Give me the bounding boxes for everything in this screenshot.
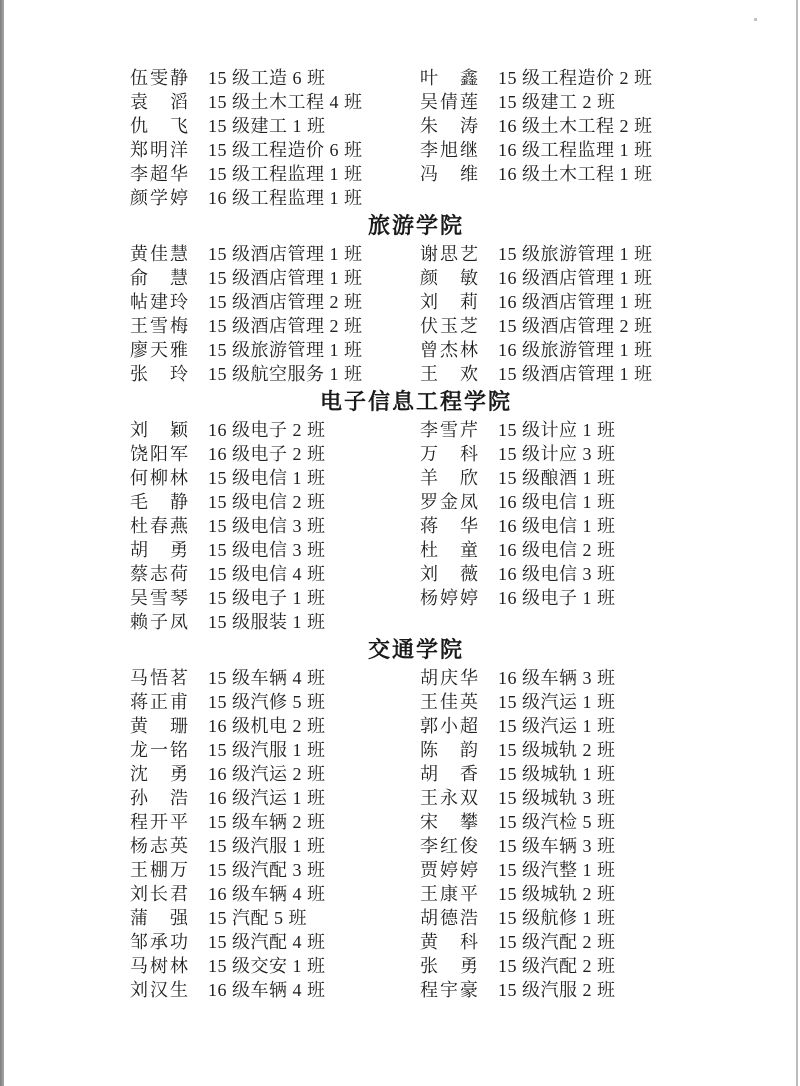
student-class: 15 级城轨 1 班	[498, 764, 616, 784]
student-class: 15 级服装 1 班	[208, 612, 326, 632]
student-class: 16 级机电 2 班	[208, 716, 326, 736]
student-row	[130, 266, 420, 290]
student-class: 15 级电子 1 班	[208, 588, 326, 608]
roster-column-left	[0, 242, 420, 386]
student-row	[420, 162, 800, 186]
student-row	[130, 538, 420, 562]
student-row	[420, 442, 800, 466]
student-name: 王康平	[420, 884, 478, 904]
student-class: 15 汽配 5 班	[208, 908, 307, 928]
roster-section	[0, 388, 800, 634]
student-class: 16 级酒店管理 1 班	[498, 268, 653, 288]
student-row	[420, 978, 800, 1002]
student-row	[420, 114, 800, 138]
student-name: 黄珊	[130, 716, 188, 736]
roster-column-left	[0, 66, 420, 210]
student-row	[130, 954, 420, 978]
roster-column-right	[420, 242, 800, 386]
student-class: 15 级航修 1 班	[498, 908, 616, 928]
student-row	[420, 834, 800, 858]
student-row	[130, 514, 420, 538]
student-class: 15 级旅游管理 1 班	[498, 244, 653, 264]
student-class: 15 级城轨 2 班	[498, 884, 616, 904]
roster-columns	[0, 418, 800, 634]
student-name: 俞慧	[130, 268, 188, 288]
student-name: 陈韵	[420, 740, 478, 760]
student-row	[130, 290, 420, 314]
student-row	[130, 186, 420, 210]
student-class: 16 级汽运 2 班	[208, 764, 326, 784]
roster-column-left	[0, 666, 420, 1002]
student-class: 15 级汽配 3 班	[208, 860, 326, 880]
student-row	[420, 90, 800, 114]
student-name: 贾婷婷	[420, 860, 478, 880]
section-header: 旅游学院	[367, 213, 464, 238]
student-row	[420, 514, 800, 538]
student-row	[130, 978, 420, 1002]
student-row	[130, 338, 420, 362]
student-row	[420, 538, 800, 562]
student-class: 15 级汽运 1 班	[498, 692, 616, 712]
student-row	[130, 242, 420, 266]
student-row	[420, 66, 800, 90]
student-name: 蒋正甫	[130, 692, 188, 712]
student-name: 曾杰林	[420, 340, 478, 360]
student-name: 黄佳慧	[130, 244, 188, 264]
student-name: 胡德浩	[420, 908, 478, 928]
student-name: 蔡志荷	[130, 564, 188, 584]
scan-speck	[754, 18, 757, 21]
student-row	[130, 610, 420, 634]
roster-section	[0, 212, 800, 386]
student-class: 15 级车辆 3 班	[498, 836, 616, 856]
student-row	[130, 362, 420, 386]
student-class: 15 级工程造价 2 班	[498, 68, 653, 88]
student-name: 孙浩	[130, 788, 188, 808]
student-row	[420, 562, 800, 586]
student-class: 15 级车辆 4 班	[208, 668, 326, 688]
student-class: 16 级车辆 4 班	[208, 884, 326, 904]
student-name: 胡香	[420, 764, 478, 784]
student-class: 15 级电信 4 班	[208, 564, 326, 584]
student-class: 16 级电子 2 班	[208, 420, 326, 440]
student-row	[420, 266, 800, 290]
student-row	[130, 490, 420, 514]
student-class: 15 级汽配 2 班	[498, 932, 616, 952]
student-row	[420, 690, 800, 714]
student-name: 毛静	[130, 492, 188, 512]
roster-column-left	[0, 418, 420, 634]
student-row	[420, 954, 800, 978]
student-name: 郑明洋	[130, 140, 188, 160]
student-class: 15 级汽运 1 班	[498, 716, 616, 736]
roster-content	[0, 66, 800, 1002]
student-class: 15 级酒店管理 2 班	[208, 316, 363, 336]
student-name: 杜童	[420, 540, 478, 560]
student-name: 袁滔	[130, 92, 188, 112]
student-class: 15 级汽配 4 班	[208, 932, 326, 952]
student-class: 16 级汽运 1 班	[208, 788, 326, 808]
roster-column-right	[420, 418, 800, 634]
student-class: 16 级旅游管理 1 班	[498, 340, 653, 360]
student-row	[420, 338, 800, 362]
student-class: 15 级电信 2 班	[208, 492, 326, 512]
student-row	[130, 314, 420, 338]
student-name: 帖建玲	[130, 292, 188, 312]
student-class: 16 级电信 1 班	[498, 516, 616, 536]
section-header: 交通学院	[367, 637, 464, 662]
student-class: 16 级土木工程 1 班	[498, 164, 653, 184]
student-name: 程开平	[130, 812, 188, 832]
student-class: 15 级建工 1 班	[208, 116, 326, 136]
student-name: 张勇	[420, 956, 478, 976]
student-name: 万科	[420, 444, 478, 464]
student-class: 15 级交安 1 班	[208, 956, 326, 976]
student-name: 吴倩莲	[420, 92, 478, 112]
student-name: 吴雪琴	[130, 588, 188, 608]
student-class: 16 级电信 2 班	[498, 540, 616, 560]
student-row	[420, 738, 800, 762]
student-row	[130, 162, 420, 186]
student-row	[130, 762, 420, 786]
student-class: 15 级计应 3 班	[498, 444, 616, 464]
student-name: 朱涛	[420, 116, 478, 136]
student-row	[130, 786, 420, 810]
student-name: 蒲强	[130, 908, 188, 928]
student-class: 16 级车辆 3 班	[498, 668, 616, 688]
student-row	[420, 714, 800, 738]
student-class: 15 级土木工程 4 班	[208, 92, 363, 112]
student-name: 李红俊	[420, 836, 478, 856]
student-name: 饶阳军	[130, 444, 188, 464]
student-row	[130, 690, 420, 714]
student-name: 王永双	[420, 788, 478, 808]
student-class: 16 级工程监理 1 班	[208, 188, 363, 208]
student-name: 杨婷婷	[420, 588, 478, 608]
student-name: 冯维	[420, 164, 478, 184]
student-row	[420, 466, 800, 490]
student-name: 羊欣	[420, 468, 478, 488]
student-class: 15 级城轨 2 班	[498, 740, 616, 760]
student-row	[130, 930, 420, 954]
roster-section	[0, 66, 800, 210]
student-class: 15 级汽配 2 班	[498, 956, 616, 976]
student-name: 叶鑫	[420, 68, 478, 88]
student-class: 15 级酒店管理 1 班	[208, 244, 363, 264]
student-class: 15 级酒店管理 2 班	[208, 292, 363, 312]
student-name: 程宇豪	[420, 980, 478, 1000]
student-name: 杜春燕	[130, 516, 188, 536]
student-row	[130, 738, 420, 762]
student-name: 颜学婷	[130, 188, 188, 208]
student-row	[420, 138, 800, 162]
student-row	[130, 834, 420, 858]
student-name: 何柳林	[130, 468, 188, 488]
student-class: 15 级建工 2 班	[498, 92, 616, 112]
student-name: 郭小超	[420, 716, 478, 736]
student-class: 16 级电子 2 班	[208, 444, 326, 464]
student-name: 龙一铭	[130, 740, 188, 760]
student-name: 伏玉芝	[420, 316, 478, 336]
roster-column-right	[420, 666, 800, 1002]
student-class: 15 级汽服 1 班	[208, 740, 326, 760]
roster-columns	[0, 242, 800, 386]
student-name: 马悟茗	[130, 668, 188, 688]
student-row	[130, 882, 420, 906]
student-name: 伍雯静	[130, 68, 188, 88]
student-class: 16 级电子 1 班	[498, 588, 616, 608]
student-class: 16 级工程监理 1 班	[498, 140, 653, 160]
section-header: 电子信息工程学院	[319, 389, 512, 414]
student-row	[420, 666, 800, 690]
student-class: 15 级汽检 5 班	[498, 812, 616, 832]
student-class: 16 级车辆 4 班	[208, 980, 326, 1000]
student-name: 黄科	[420, 932, 478, 952]
student-class: 16 级电信 1 班	[498, 492, 616, 512]
student-row	[420, 314, 800, 338]
student-class: 15 级汽服 1 班	[208, 836, 326, 856]
student-name: 刘长君	[130, 884, 188, 904]
student-name: 王棚万	[130, 860, 188, 880]
student-row	[420, 810, 800, 834]
student-name: 胡庆华	[420, 668, 478, 688]
student-name: 刘汉生	[130, 980, 188, 1000]
student-name: 李旭继	[420, 140, 478, 160]
student-row	[130, 466, 420, 490]
student-name: 颜敏	[420, 268, 478, 288]
student-name: 王佳英	[420, 692, 478, 712]
student-name: 刘薇	[420, 564, 478, 584]
student-name: 刘莉	[420, 292, 478, 312]
student-name: 杨志英	[130, 836, 188, 856]
student-name: 李雪芹	[420, 420, 478, 440]
roster-columns	[0, 666, 800, 1002]
student-name: 胡勇	[130, 540, 188, 560]
student-row	[420, 762, 800, 786]
student-row	[130, 418, 420, 442]
student-row	[130, 442, 420, 466]
student-class: 16 级电信 3 班	[498, 564, 616, 584]
student-row	[130, 66, 420, 90]
student-class: 15 级酒店管理 1 班	[498, 364, 653, 384]
student-class: 15 级电信 1 班	[208, 468, 326, 488]
student-class: 16 级土木工程 2 班	[498, 116, 653, 136]
student-class: 15 级汽服 2 班	[498, 980, 616, 1000]
student-name: 张玲	[130, 364, 188, 384]
student-row	[420, 586, 800, 610]
student-row	[130, 714, 420, 738]
student-class: 15 级工程监理 1 班	[208, 164, 363, 184]
student-row	[420, 418, 800, 442]
student-name: 马树林	[130, 956, 188, 976]
student-name: 赖子凤	[130, 612, 188, 632]
student-row	[130, 90, 420, 114]
student-row	[130, 858, 420, 882]
student-name: 谢思艺	[420, 244, 478, 264]
student-row	[420, 930, 800, 954]
student-name: 仇飞	[130, 116, 188, 136]
student-row	[130, 138, 420, 162]
student-class: 15 级酒店管理 2 班	[498, 316, 653, 336]
student-class: 15 级酒店管理 1 班	[208, 268, 363, 288]
student-class: 15 级工程造价 6 班	[208, 140, 363, 160]
student-name: 王雪梅	[130, 316, 188, 336]
student-name: 蒋华	[420, 516, 478, 536]
student-row	[130, 586, 420, 610]
student-class: 15 级车辆 2 班	[208, 812, 326, 832]
student-row	[130, 562, 420, 586]
student-row	[420, 786, 800, 810]
student-row	[420, 906, 800, 930]
roster-column-right	[420, 66, 800, 210]
student-class: 15 级航空服务 1 班	[208, 364, 363, 384]
student-class: 15 级计应 1 班	[498, 420, 616, 440]
student-row	[130, 666, 420, 690]
student-class: 15 级旅游管理 1 班	[208, 340, 363, 360]
student-name: 沈勇	[130, 764, 188, 784]
student-class: 15 级电信 3 班	[208, 540, 326, 560]
student-row	[420, 882, 800, 906]
student-row	[130, 906, 420, 930]
student-name: 李超华	[130, 164, 188, 184]
student-row	[420, 242, 800, 266]
student-row	[420, 858, 800, 882]
student-class: 15 级城轨 3 班	[498, 788, 616, 808]
student-class: 15 级汽整 1 班	[498, 860, 616, 880]
student-class: 15 级工造 6 班	[208, 68, 326, 88]
student-name: 王欢	[420, 364, 478, 384]
student-class: 16 级酒店管理 1 班	[498, 292, 653, 312]
student-row	[420, 490, 800, 514]
roster-section	[0, 636, 800, 1002]
student-row	[130, 114, 420, 138]
student-name: 宋攀	[420, 812, 478, 832]
student-name: 刘颖	[130, 420, 188, 440]
student-name: 廖天雅	[130, 340, 188, 360]
student-class: 15 级汽修 5 班	[208, 692, 326, 712]
roster-columns	[0, 66, 800, 210]
student-row	[420, 290, 800, 314]
student-class: 15 级电信 3 班	[208, 516, 326, 536]
student-row	[420, 362, 800, 386]
student-name: 罗金凤	[420, 492, 478, 512]
student-class: 15 级酿酒 1 班	[498, 468, 616, 488]
student-name: 邹承功	[130, 932, 188, 952]
student-row	[130, 810, 420, 834]
